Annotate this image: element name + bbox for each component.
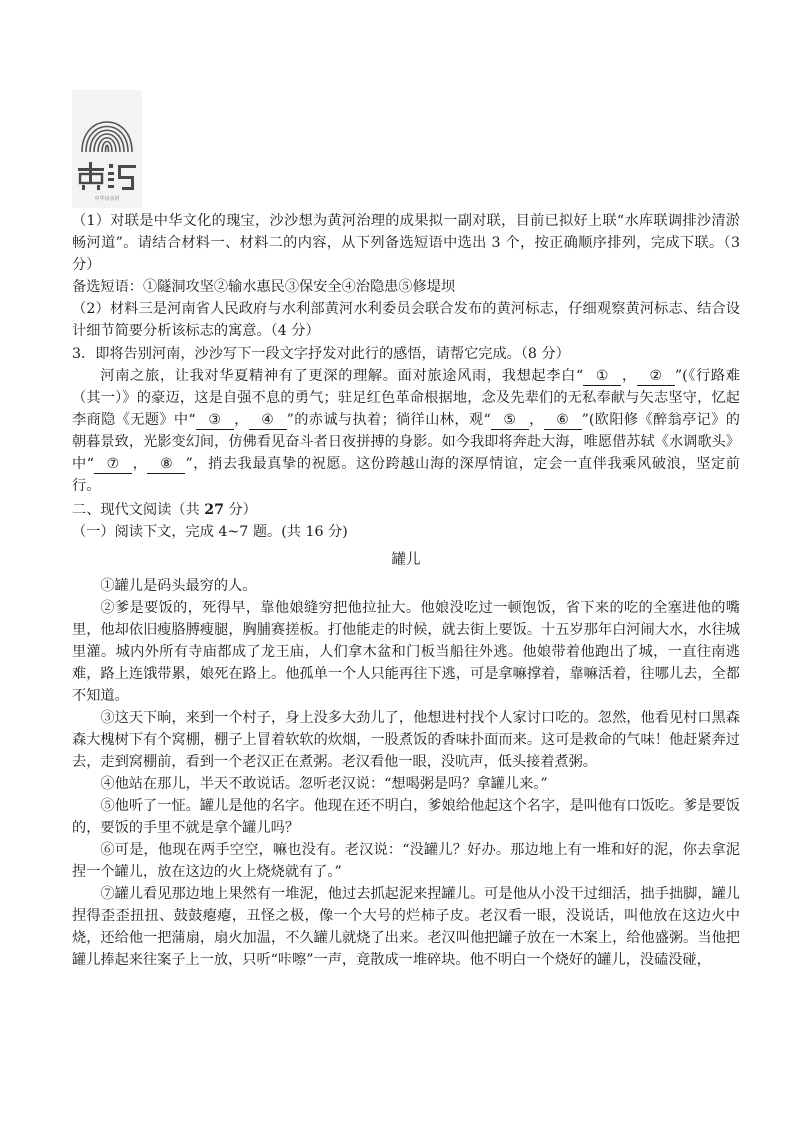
question-1-part-2: （2）材料三是河南省人民政府与水利部黄河水利委员会联合发布的黄河标志，仔细观察黄河标志、结合设计细节简要分析该标志的寓意。（4 分） — [72, 301, 740, 339]
passage-text: ， — [233, 412, 249, 428]
blank-1: ① — [583, 367, 621, 386]
blank-7: ⑦ — [94, 455, 132, 474]
blank-5: ⑤ — [491, 411, 529, 430]
question-1-options: 备选短语：①隧洞攻坚②输水惠民③保安全④治隐患⑤修堤坝 — [72, 279, 456, 295]
article-paragraph-2: ②爹是要饭的，死得早，靠他娘缝穷把他拉扯大。他娘没吃过一顿饱饭，省下来的吃的全塞进他的嘴里，他却依旧瘦胳膊瘦腿，胸脯赛搓板。打他能走的时候，就去街上要饭。十五岁那年白河闹大水，水往城里灌。城内外所有寺庙都成了龙王庙，人们拿木盆和门板当船往外逃。他娘带着他跑出了城，一直往南逃难，路上连饿带累，娘死在路上。他孤单一个人只能再往下逃，可是拿嘛撑着，靠嘛活着，往哪儿去，全都不知道。 — [72, 600, 740, 704]
blank-6: ⑥ — [544, 411, 582, 430]
heading-text: 二、现代文阅读（共 — [72, 502, 205, 518]
article-paragraph-1: ①罐儿是码头最穷的人。 — [100, 578, 257, 594]
passage-text: ， — [528, 412, 544, 428]
heading-text: 分） — [223, 502, 257, 518]
svg-text:中华母亲河: 中华母亲河 — [94, 196, 120, 202]
passage-text: ”，捎去我最真挚的祝愿。这份跨越山海的深厚情谊，定会一直伴我乘风破浪，坚定前行。 — [72, 456, 740, 494]
heading-score: 27 — [204, 502, 224, 518]
question-3-passage — [72, 365, 740, 497]
blank-3: ③ — [196, 411, 234, 430]
article-paragraph-6: ⑥可是，他现在两手空空，嘛也没有。老汉说：“没罐儿？好办。那边地上有一堆和好的泥，你去拿泥捏一个罐儿，放在这边的火上烧烧就有了。” — [72, 842, 740, 880]
question-3-stem: 3．即将告别河南，沙沙写下一段文字抒发对此行的感悟，请帮它完成。（8 分） — [72, 346, 570, 362]
article-paragraph-7: ⑦罐儿看见那边地上果然有一堆泥，他过去抓起泥来捏罐儿。可是他从小没干过细活，拙手拙脚，罐儿捏得歪歪扭扭、鼓鼓瘪瘪，丑怪之极，像一个大号的烂柿子皮。老汉看一眼，没说话，叫他放在这边火中烧，还给他一把蒲扇，扇火加温，不久罐儿就烧了出来。老汉叫他把罐子放在一木案上，给他盛粥。当他把罐儿捧起来往案子上一放，只听“咔嚓”一声，竟散成一堆碎块。他不明白一个烧好的罐儿，没磕没碰， — [72, 886, 740, 968]
blank-2: ② — [637, 367, 675, 386]
main-content — [72, 210, 740, 971]
blank-4: ④ — [249, 411, 287, 430]
passage-text: ， — [621, 368, 637, 384]
fingerprint-logo-icon — [72, 90, 142, 208]
blank-8: ⑧ — [147, 455, 185, 474]
section-2-heading — [72, 499, 740, 521]
article-title: 罐儿 — [391, 552, 421, 568]
section-2-subheading: （一）阅读下文，完成 4~7 题。(共 16 分) — [72, 524, 348, 540]
article-paragraph-3: ③这天下晌，来到一个村子，身上没多大劲儿了，他想进村找个人家讨口吃的。忽然，他看见村口黑森森大槐树下有个窝棚，棚子上冒着软软的炊烟，一股煮饭的香味扑面而来。这可是救命的气味！他赶紧奔过去，走到窝棚前，看到一个老汉正在煮粥。老汉看他一眼，没吭声，低头接着煮粥。 — [72, 710, 740, 770]
passage-text: ”(《行路难（其一）》的豪迈，这是自强不息的勇气；驻足红色革命根据地，念及先辈们的无私奉献与矢志坚守，忆起李商隐《无题》中“ — [72, 368, 740, 428]
article-paragraph-4: ④他站在那儿，半天不敢说话。忽听老汉说：“想喝粥是吗？拿罐儿来。” — [100, 776, 548, 792]
passage-text: ， — [132, 456, 148, 472]
yellow-river-logo — [72, 90, 142, 208]
article-paragraph-5: ⑤他听了一怔。罐儿是他的名字。他现在还不明白，爹娘给他起这个名字，是叫他有口饭吃。爹是要饭的，要饭的手里不就是拿个罐儿吗？ — [72, 798, 740, 836]
question-1-part-1: （1）对联是中华文化的瑰宝，沙沙想为黄河治理的成果拟一副对联，目前已拟好上联“水库联调排沙清淤畅河道”。请结合材料一、材料二的内容，从下列备选短语中选出 3 个，按正确顺序排列，完成下联。（3 分） — [72, 213, 740, 273]
passage-text: ”(欧阳修《醉翁亭记》的朝暮景致，光影变幻间，仿佛看见奋斗者日夜拼搏的身影。如今我即将奔赴大海，唯愿借苏轼《水调歌头》中“ — [72, 412, 740, 472]
passage-text: ”的赤诚与执着；徜徉山林，观“ — [286, 412, 491, 428]
passage-text: 河南之旅，让我对华夏精神有了更深的理解。面对旅途风雨，我想起李白“ — [100, 368, 584, 384]
